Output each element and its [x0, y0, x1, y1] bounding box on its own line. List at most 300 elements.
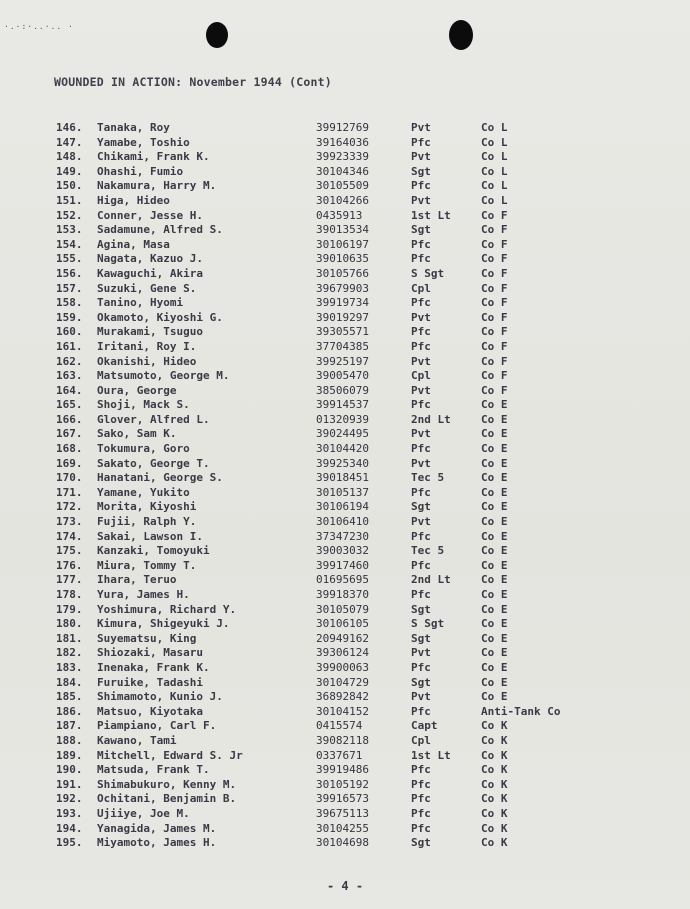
rank: Sgt [411, 836, 431, 850]
soldier-name: Yoshimura, Richard Y. [97, 602, 237, 616]
entry-number: 159. [56, 310, 83, 324]
rank: Sgt [411, 602, 431, 616]
rank: Pvt [411, 515, 431, 529]
soldier-name: Furuike, Tadashi [97, 675, 203, 689]
list-item [0, 296, 690, 311]
list-item [0, 573, 690, 588]
serial-number: 30106410 [316, 515, 369, 529]
unit: Co F [481, 339, 508, 353]
rank: Pfc [411, 660, 431, 674]
list-item [0, 588, 690, 603]
unit: Co L [481, 164, 508, 178]
unit: Co F [481, 296, 508, 310]
list-item [0, 121, 690, 136]
soldier-name: Shoji, Mack S. [97, 398, 190, 412]
rank: Pfc [411, 806, 431, 820]
list-item [0, 822, 690, 837]
entry-number: 177. [56, 573, 83, 587]
entry-number: 173. [56, 515, 83, 529]
list-item [0, 763, 690, 778]
soldier-name: Sako, Sam K. [97, 427, 177, 441]
serial-number: 39306124 [316, 646, 369, 660]
soldier-name: Nakamura, Harry M. [97, 179, 217, 193]
soldier-name: Sakai, Lawson I. [97, 529, 203, 543]
list-item [0, 209, 690, 224]
serial-number: 30106197 [316, 237, 369, 251]
serial-number: 38506079 [316, 383, 369, 397]
rank: Pfc [411, 529, 431, 543]
soldier-name: Matsuda, Frank T. [97, 763, 210, 777]
unit: Co K [481, 806, 508, 820]
rank: Cpl [411, 733, 431, 747]
serial-number: 30105137 [316, 485, 369, 499]
unit: Co E [481, 544, 508, 558]
entry-number: 166. [56, 412, 83, 426]
soldier-name: Yura, James H. [97, 588, 190, 601]
soldier-name: Piampiano, Carl F. [97, 719, 217, 733]
unit: Anti-Tank Co [481, 704, 561, 718]
entry-number: 186. [56, 704, 83, 718]
soldier-name: Ujiiye, Joe M. [97, 806, 190, 820]
soldier-name: Glover, Alfred L. [97, 412, 210, 426]
rank: Sgt [411, 500, 431, 514]
rank: Pvt [411, 193, 431, 207]
soldier-name: Kawano, Tami [97, 733, 177, 747]
rank: Pvt [411, 646, 431, 660]
serial-number: 39019297 [316, 310, 369, 324]
serial-number: 39919486 [316, 763, 369, 777]
unit: Co F [481, 354, 508, 368]
rank: Pfc [411, 792, 431, 806]
soldier-name: Iritani, Roy I. [97, 339, 197, 353]
list-item [0, 544, 690, 559]
unit: Co K [481, 763, 508, 777]
serial-number: 36892842 [316, 690, 369, 704]
list-item [0, 749, 690, 764]
list-item [0, 427, 690, 442]
soldier-name: Okanishi, Hideo [97, 354, 197, 368]
serial-number: 30104420 [316, 442, 369, 456]
soldier-name: Kanzaki, Tomoyuki [97, 544, 210, 558]
soldier-name: Okamoto, Kiyoshi G. [97, 310, 223, 324]
unit: Co E [481, 427, 508, 441]
soldier-name: Kawaguchi, Akira [97, 266, 203, 280]
list-item [0, 398, 690, 413]
serial-number: 30104152 [316, 704, 369, 718]
entry-number: 149. [56, 164, 83, 178]
unit: Co K [481, 719, 508, 733]
rank: Pfc [411, 777, 431, 791]
punch-hole-left [206, 22, 228, 48]
unit: Co E [481, 588, 508, 601]
list-item [0, 136, 690, 151]
entry-number: 165. [56, 398, 83, 412]
soldier-name: Tokumura, Goro [97, 442, 190, 456]
soldier-name: Oura, George [97, 383, 177, 397]
list-item [0, 807, 690, 822]
rank: Pvt [411, 690, 431, 704]
rank: Pvt [411, 456, 431, 470]
soldier-name: Shiozaki, Masaru [97, 646, 203, 660]
entry-number: 157. [56, 281, 83, 295]
entry-number: 184. [56, 675, 83, 689]
serial-number: 39900063 [316, 660, 369, 674]
list-item [0, 617, 690, 632]
entry-number: 158. [56, 296, 83, 310]
rank: Capt [411, 719, 438, 733]
soldier-name: Matsumoto, George M. [97, 369, 230, 383]
rank: Pvt [411, 383, 431, 397]
unit: Co E [481, 398, 508, 412]
serial-number: 39024495 [316, 427, 369, 441]
list-item [0, 690, 690, 705]
serial-number: 30104729 [316, 675, 369, 689]
soldier-name: Higa, Hideo [97, 193, 170, 207]
list-item [0, 646, 690, 661]
entry-number: 187. [56, 719, 83, 733]
entry-number: 154. [56, 237, 83, 251]
entry-number: 179. [56, 602, 83, 616]
unit: Co E [481, 471, 508, 485]
serial-number: 39923339 [316, 150, 369, 164]
entry-number: 163. [56, 369, 83, 383]
rank: S Sgt [411, 266, 445, 280]
unit: Co L [481, 150, 508, 164]
rank: Sgt [411, 223, 431, 237]
list-item [0, 267, 690, 282]
entry-number: 168. [56, 442, 83, 456]
casualty-list [0, 121, 690, 851]
rank: Pfc [411, 485, 431, 499]
list-item [0, 719, 690, 734]
unit: Co E [481, 485, 508, 499]
list-item [0, 559, 690, 574]
unit: Co F [481, 383, 508, 397]
entry-number: 191. [56, 777, 83, 791]
serial-number: 20949162 [316, 631, 369, 645]
unit: Co K [481, 792, 508, 806]
list-item [0, 223, 690, 238]
soldier-name: Hanatani, George S. [97, 471, 223, 485]
entry-number: 180. [56, 617, 83, 631]
unit: Co E [481, 646, 508, 660]
entry-number: 152. [56, 208, 83, 222]
list-item [0, 705, 690, 720]
serial-number: 0415574 [316, 719, 363, 733]
serial-number: 39925197 [316, 354, 369, 368]
entry-number: 174. [56, 529, 83, 543]
entry-number: 147. [56, 135, 83, 149]
entry-number: 188. [56, 733, 83, 747]
entry-number: 171. [56, 485, 83, 499]
unit: Co F [481, 208, 508, 222]
unit: Co E [481, 500, 508, 514]
entry-number: 183. [56, 660, 83, 674]
unit: Co K [481, 777, 508, 791]
list-item [0, 311, 690, 326]
entry-number: 176. [56, 558, 83, 572]
soldier-name: Tanino, Hyomi [97, 296, 184, 310]
rank: Pfc [411, 704, 431, 718]
unit: Co E [481, 690, 508, 704]
serial-number: 39082118 [316, 733, 369, 747]
list-item [0, 500, 690, 515]
list-item [0, 734, 690, 749]
entry-number: 185. [56, 690, 83, 704]
entry-number: 161. [56, 339, 83, 353]
serial-number: 39675113 [316, 806, 369, 820]
unit: Co F [481, 266, 508, 280]
unit: Co L [481, 135, 508, 149]
soldier-name: Shimabukuro, Kenny M. [97, 777, 237, 791]
entry-number: 167. [56, 427, 83, 441]
serial-number: 37704385 [316, 339, 369, 353]
entry-number: 153. [56, 223, 83, 237]
list-item [0, 252, 690, 267]
soldier-name: Miyamoto, James H. [97, 836, 217, 850]
soldier-name: Sakato, George T. [97, 456, 210, 470]
serial-number: 39164036 [316, 135, 369, 149]
entry-number: 151. [56, 193, 83, 207]
rank: 1st Lt [411, 208, 451, 222]
unit: Co E [481, 558, 508, 572]
unit: Co F [481, 325, 508, 339]
serial-number: 30105509 [316, 179, 369, 193]
rank: Cpl [411, 369, 431, 383]
list-item [0, 384, 690, 399]
soldier-name: Mitchell, Edward S. Jr [97, 748, 243, 762]
serial-number: 30104266 [316, 193, 369, 207]
unit: Co F [481, 281, 508, 295]
rank: Sgt [411, 675, 431, 689]
punch-hole-right [449, 20, 473, 50]
entry-number: 170. [56, 471, 83, 485]
rank: S Sgt [411, 617, 445, 631]
unit: Co E [481, 617, 508, 631]
rank: Pfc [411, 179, 431, 193]
unit: Co E [481, 412, 508, 426]
soldier-name: Miura, Tommy T. [97, 558, 197, 572]
list-item [0, 836, 690, 851]
rank: Pvt [411, 427, 431, 441]
serial-number: 39013534 [316, 223, 369, 237]
rank: Sgt [411, 631, 431, 645]
serial-number: 39916573 [316, 792, 369, 806]
unit: Co F [481, 310, 508, 324]
serial-number: 39919734 [316, 296, 369, 310]
serial-number: 30105766 [316, 266, 369, 280]
document-title: WOUNDED IN ACTION: November 1944 (Cont) [54, 75, 332, 89]
rank: Pfc [411, 442, 431, 456]
soldier-name: Inenaka, Frank K. [97, 660, 210, 674]
soldier-name: Ochitani, Benjamin B. [97, 792, 237, 806]
rank: Pfc [411, 763, 431, 777]
list-item [0, 457, 690, 472]
list-item [0, 486, 690, 501]
soldier-name: Murakami, Tsuguo [97, 325, 203, 339]
rank: Pvt [411, 354, 431, 368]
list-item [0, 515, 690, 530]
serial-number: 30105192 [316, 777, 369, 791]
list-item [0, 325, 690, 340]
rank: Pvt [411, 121, 431, 134]
serial-number: 30106105 [316, 617, 369, 631]
serial-number: 39010635 [316, 252, 369, 266]
entry-number: 169. [56, 456, 83, 470]
soldier-name: Kimura, Shigeyuki J. [97, 617, 230, 631]
serial-number: 39018451 [316, 471, 369, 485]
rank: Pfc [411, 237, 431, 251]
rank: Tec 5 [411, 544, 445, 558]
soldier-name: Yanagida, James M. [97, 821, 217, 835]
soldier-name: Ohashi, Fumio [97, 164, 184, 178]
unit: Co F [481, 237, 508, 251]
list-item [0, 238, 690, 253]
soldier-name: Suyematsu, King [97, 631, 197, 645]
soldier-name: Sadamune, Alfred S. [97, 223, 223, 237]
serial-number: 30105079 [316, 602, 369, 616]
entry-number: 178. [56, 588, 83, 601]
entry-number: 189. [56, 748, 83, 762]
list-item [0, 603, 690, 618]
rank: Cpl [411, 281, 431, 295]
rank: 1st Lt [411, 748, 451, 762]
serial-number: 39005470 [316, 369, 369, 383]
rank: 2nd Lt [411, 412, 451, 426]
list-item [0, 150, 690, 165]
rank: Pfc [411, 821, 431, 835]
soldier-name: Chikami, Frank K. [97, 150, 210, 164]
soldier-name: Morita, Kiyoshi [97, 500, 197, 514]
rank: Pvt [411, 150, 431, 164]
entry-number: 193. [56, 806, 83, 820]
entry-number: 190. [56, 763, 83, 777]
unit: Co E [481, 515, 508, 529]
serial-number: 01695695 [316, 573, 369, 587]
unit: Co F [481, 223, 508, 237]
entry-number: 192. [56, 792, 83, 806]
unit: Co K [481, 733, 508, 747]
soldier-name: Ihara, Teruo [97, 573, 177, 587]
list-item [0, 471, 690, 486]
list-item [0, 194, 690, 209]
unit: Co E [481, 602, 508, 616]
rank: 2nd Lt [411, 573, 451, 587]
list-item [0, 676, 690, 691]
unit: Co E [481, 456, 508, 470]
rank: Pfc [411, 296, 431, 310]
unit: Co E [481, 573, 508, 587]
unit: Co L [481, 179, 508, 193]
entry-number: 146. [56, 121, 83, 134]
rank: Pfc [411, 339, 431, 353]
soldier-name: Yamane, Yukito [97, 485, 190, 499]
serial-number: 30104255 [316, 821, 369, 835]
serial-number: 30106194 [316, 500, 369, 514]
rank: Pvt [411, 310, 431, 324]
entry-number: 172. [56, 500, 83, 514]
entry-number: 160. [56, 325, 83, 339]
entry-number: 195. [56, 836, 83, 850]
entry-number: 155. [56, 252, 83, 266]
rank: Tec 5 [411, 471, 445, 485]
entry-number: 150. [56, 179, 83, 193]
unit: Co K [481, 748, 508, 762]
unit: Co L [481, 121, 508, 134]
entry-number: 148. [56, 150, 83, 164]
list-item [0, 369, 690, 384]
list-item [0, 530, 690, 545]
unit: Co L [481, 193, 508, 207]
rank: Pfc [411, 558, 431, 572]
entry-number: 181. [56, 631, 83, 645]
unit: Co K [481, 821, 508, 835]
entry-number: 156. [56, 266, 83, 280]
soldier-name: Tanaka, Roy [97, 121, 170, 134]
entry-number: 162. [56, 354, 83, 368]
scan-specks: ·.·:·..·.. · [4, 22, 74, 31]
list-item [0, 413, 690, 428]
unit: Co K [481, 836, 508, 850]
unit: Co E [481, 442, 508, 456]
list-item [0, 661, 690, 676]
page-number: - 4 - [326, 879, 364, 893]
serial-number: 39917460 [316, 558, 369, 572]
rank: Sgt [411, 164, 431, 178]
serial-number: 37347230 [316, 529, 369, 543]
unit: Co E [481, 529, 508, 543]
list-item [0, 442, 690, 457]
entry-number: 182. [56, 646, 83, 660]
serial-number: 39679903 [316, 281, 369, 295]
serial-number: 0337671 [316, 748, 363, 762]
serial-number: 39305571 [316, 325, 369, 339]
soldier-name: Agina, Masa [97, 237, 170, 251]
list-item [0, 792, 690, 807]
unit: Co F [481, 252, 508, 266]
soldier-name: Fujii, Ralph Y. [97, 515, 197, 529]
serial-number: 39912769 [316, 121, 369, 134]
rank: Pfc [411, 588, 431, 601]
unit: Co F [481, 369, 508, 383]
unit: Co E [481, 660, 508, 674]
entry-number: 194. [56, 821, 83, 835]
serial-number: 30104698 [316, 836, 369, 850]
rank: Pfc [411, 135, 431, 149]
soldier-name: Shimamoto, Kunio J. [97, 690, 223, 704]
rank: Pfc [411, 252, 431, 266]
list-item [0, 340, 690, 355]
unit: Co E [481, 631, 508, 645]
soldier-name: Conner, Jesse H. [97, 208, 203, 222]
list-item [0, 179, 690, 194]
entry-number: 164. [56, 383, 83, 397]
list-item [0, 282, 690, 297]
rank: Pfc [411, 398, 431, 412]
list-item [0, 778, 690, 793]
soldier-name: Suzuki, Gene S. [97, 281, 197, 295]
serial-number: 39003032 [316, 544, 369, 558]
list-item [0, 355, 690, 370]
entry-number: 175. [56, 544, 83, 558]
rank: Pfc [411, 325, 431, 339]
soldier-name: Yamabe, Toshio [97, 135, 190, 149]
soldier-name: Matsuo, Kiyotaka [97, 704, 203, 718]
serial-number: 39918370 [316, 588, 369, 601]
serial-number: 39925340 [316, 456, 369, 470]
serial-number: 0435913 [316, 208, 363, 222]
list-item [0, 632, 690, 647]
